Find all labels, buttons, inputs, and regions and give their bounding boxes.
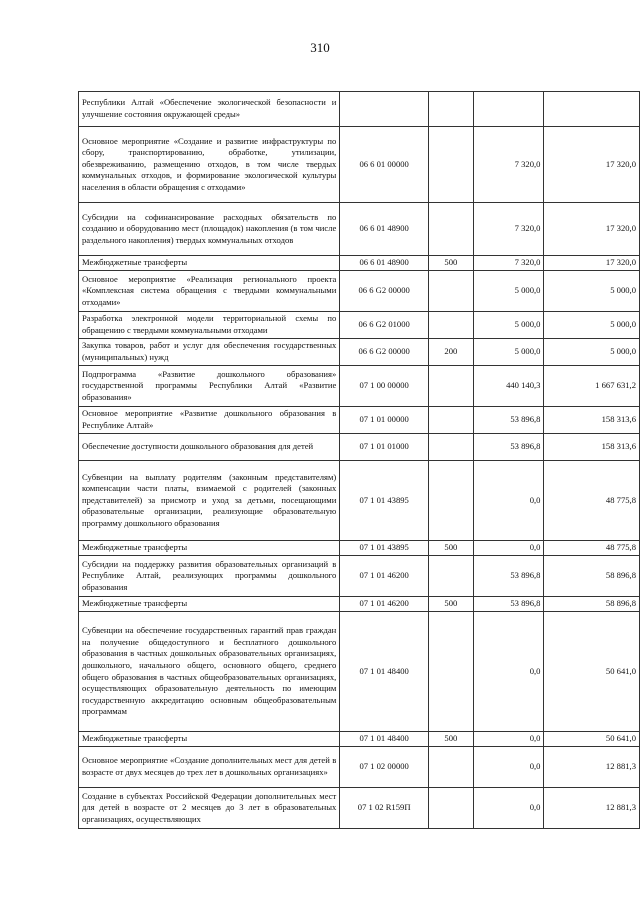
row-amount-2: 12 881,3 — [544, 747, 640, 788]
row-expense-type — [429, 366, 474, 407]
row-amount-1: 53 896,8 — [473, 434, 544, 461]
row-amount-1: 7 320,0 — [473, 203, 544, 256]
row-amount-1: 0,0 — [473, 461, 544, 541]
table-row — [79, 127, 640, 203]
row-code: 07 1 01 01000 — [340, 434, 429, 461]
row-amount-2: 158 313,6 — [544, 407, 640, 434]
row-amount-2: 5 000,0 — [544, 312, 640, 339]
row-code: 06 6 01 48900 — [340, 203, 429, 256]
row-expense-type — [429, 127, 474, 203]
row-expense-type: 500 — [429, 597, 474, 612]
row-amount-2: 5 000,0 — [544, 339, 640, 366]
table-row — [79, 434, 640, 461]
row-amount-1: 440 140,3 — [473, 366, 544, 407]
row-amount-2: 58 896,8 — [544, 597, 640, 612]
row-expense-type: 200 — [429, 339, 474, 366]
row-name: Межбюджетные трансферты — [79, 732, 340, 747]
row-amount-1: 0,0 — [473, 541, 544, 556]
row-name: Субвенции на выплату родителям (законным представителям) компенсации части платы, взимаемой с родителей (законных представителей) за присмотр и уход за детьми, посещающими образовательные организации, реализующие образовательную программу дошкольного образования — [79, 461, 340, 541]
row-amount-1: 0,0 — [473, 612, 544, 732]
row-code: 07 1 01 48400 — [340, 612, 429, 732]
row-amount-2 — [544, 92, 640, 127]
row-expense-type — [429, 747, 474, 788]
row-code: 07 1 01 43895 — [340, 541, 429, 556]
row-amount-1: 7 320,0 — [473, 127, 544, 203]
row-amount-1: 53 896,8 — [473, 556, 544, 597]
row-expense-type: 500 — [429, 256, 474, 271]
row-name: Субвенции на обеспечение государственных гарантий прав граждан на получение общедоступного и бесплатного дошкольного образования в частных дошкольных образовательных организациях, дошкольного, начального общего, основного общего, среднего общего образования в частных общеобразовательных организациях, осуществляющих образовательную деятельность по имеющим государственную аккредитацию основным общеобразовательным программам — [79, 612, 340, 732]
row-expense-type — [429, 203, 474, 256]
row-amount-2: 58 896,8 — [544, 556, 640, 597]
row-name: Создание в субъектах Российской Федерации дополнительных мест для детей в возрасте от 2 месяцев до 3 лет в образовательных организациях, осуществляющих — [79, 788, 340, 829]
row-amount-2: 17 320,0 — [544, 203, 640, 256]
row-code: 07 1 01 46200 — [340, 556, 429, 597]
row-amount-1: 0,0 — [473, 788, 544, 829]
row-name: Основное мероприятие «Создание дополнительных мест для детей в возрасте от двух месяцев до трех лет в дошкольных организациях» — [79, 747, 340, 788]
table-row — [79, 407, 640, 434]
table-row — [79, 366, 640, 407]
table-row — [79, 92, 640, 127]
row-expense-type — [429, 612, 474, 732]
row-amount-2: 5 000,0 — [544, 271, 640, 312]
row-code: 07 1 02 R159П — [340, 788, 429, 829]
row-name: Межбюджетные трансферты — [79, 597, 340, 612]
table-row — [79, 339, 640, 366]
row-amount-2: 12 881,3 — [544, 788, 640, 829]
row-amount-2: 50 641,0 — [544, 612, 640, 732]
row-name: Разработка электронной модели территориальной схемы по обращению с твердыми коммунальными отходами — [79, 312, 340, 339]
table-row — [79, 612, 640, 732]
row-name: Межбюджетные трансферты — [79, 256, 340, 271]
table-row — [79, 461, 640, 541]
row-code: 06 6 G2 00000 — [340, 271, 429, 312]
row-code: 06 6 G2 01000 — [340, 312, 429, 339]
table-row — [79, 256, 640, 271]
table-row — [79, 732, 640, 747]
row-amount-1: 0,0 — [473, 747, 544, 788]
row-amount-2: 158 313,6 — [544, 434, 640, 461]
row-amount-1: 53 896,8 — [473, 597, 544, 612]
row-name: Обеспечение доступности дошкольного образования для детей — [79, 434, 340, 461]
row-amount-1: 5 000,0 — [473, 271, 544, 312]
row-expense-type: 500 — [429, 541, 474, 556]
table-row — [79, 271, 640, 312]
row-code: 07 1 01 43895 — [340, 461, 429, 541]
page-number: 310 — [310, 40, 330, 55]
row-code: 07 1 01 46200 — [340, 597, 429, 612]
row-amount-2: 48 775,8 — [544, 461, 640, 541]
row-name: Республики Алтай «Обеспечение экологической безопасности и улучшение состояния окружающей среды» — [79, 92, 340, 127]
row-expense-type — [429, 788, 474, 829]
row-amount-1: 7 320,0 — [473, 256, 544, 271]
table-row — [79, 203, 640, 256]
row-code: 06 6 01 48900 — [340, 256, 429, 271]
row-name: Субсидии на поддержку развития образовательных организаций в Республике Алтай, реализующих программы дошкольного образования — [79, 556, 340, 597]
row-code: 07 1 01 48400 — [340, 732, 429, 747]
row-code: 06 6 G2 00000 — [340, 339, 429, 366]
row-expense-type — [429, 556, 474, 597]
table-row — [79, 541, 640, 556]
row-name: Основное мероприятие «Развитие дошкольного образования в Республике Алтай» — [79, 407, 340, 434]
row-amount-2: 17 320,0 — [544, 127, 640, 203]
row-code — [340, 92, 429, 127]
row-amount-2: 1 667 631,2 — [544, 366, 640, 407]
table-row — [79, 312, 640, 339]
row-expense-type: 500 — [429, 732, 474, 747]
row-amount-2: 48 775,8 — [544, 541, 640, 556]
row-expense-type — [429, 434, 474, 461]
row-code: 07 1 00 00000 — [340, 366, 429, 407]
row-amount-2: 50 641,0 — [544, 732, 640, 747]
table-row — [79, 556, 640, 597]
table-row — [79, 597, 640, 612]
row-name: Субсидии на софинансирование расходных обязательств по созданию и оборудованию мест (площадок) накопления (в том числе раздельного накопления) твердых коммунальных отходов — [79, 203, 340, 256]
row-code: 07 1 02 00000 — [340, 747, 429, 788]
row-amount-1: 0,0 — [473, 732, 544, 747]
row-amount-2: 17 320,0 — [544, 256, 640, 271]
row-name: Межбюджетные трансферты — [79, 541, 340, 556]
row-expense-type — [429, 92, 474, 127]
row-name: Подпрограмма «Развитие дошкольного образования» государственной программы Республики Алтай «Развитие образования» — [79, 366, 340, 407]
row-expense-type — [429, 461, 474, 541]
row-amount-1: 5 000,0 — [473, 339, 544, 366]
row-expense-type — [429, 271, 474, 312]
table-row — [79, 747, 640, 788]
row-expense-type — [429, 312, 474, 339]
row-amount-1: 5 000,0 — [473, 312, 544, 339]
table-row — [79, 788, 640, 829]
row-name: Закупка товаров, работ и услуг для обеспечения государственных (муниципальных) нужд — [79, 339, 340, 366]
row-amount-1 — [473, 92, 544, 127]
row-code: 06 6 01 00000 — [340, 127, 429, 203]
row-code: 07 1 01 00000 — [340, 407, 429, 434]
row-name: Основное мероприятие «Реализация регионального проекта «Комплексная система обращения с твердыми коммунальными отходами» — [79, 271, 340, 312]
row-name: Основное мероприятие «Создание и развитие инфраструктуры по сбору, транспортированию, обработке, утилизации, обезвреживанию, размещению отходов, в том числе твердых коммунальных отходов, и формирование экологической культуры населения в области обращения с отходами» — [79, 127, 340, 203]
row-amount-1: 53 896,8 — [473, 407, 544, 434]
row-expense-type — [429, 407, 474, 434]
budget-table — [78, 91, 640, 829]
